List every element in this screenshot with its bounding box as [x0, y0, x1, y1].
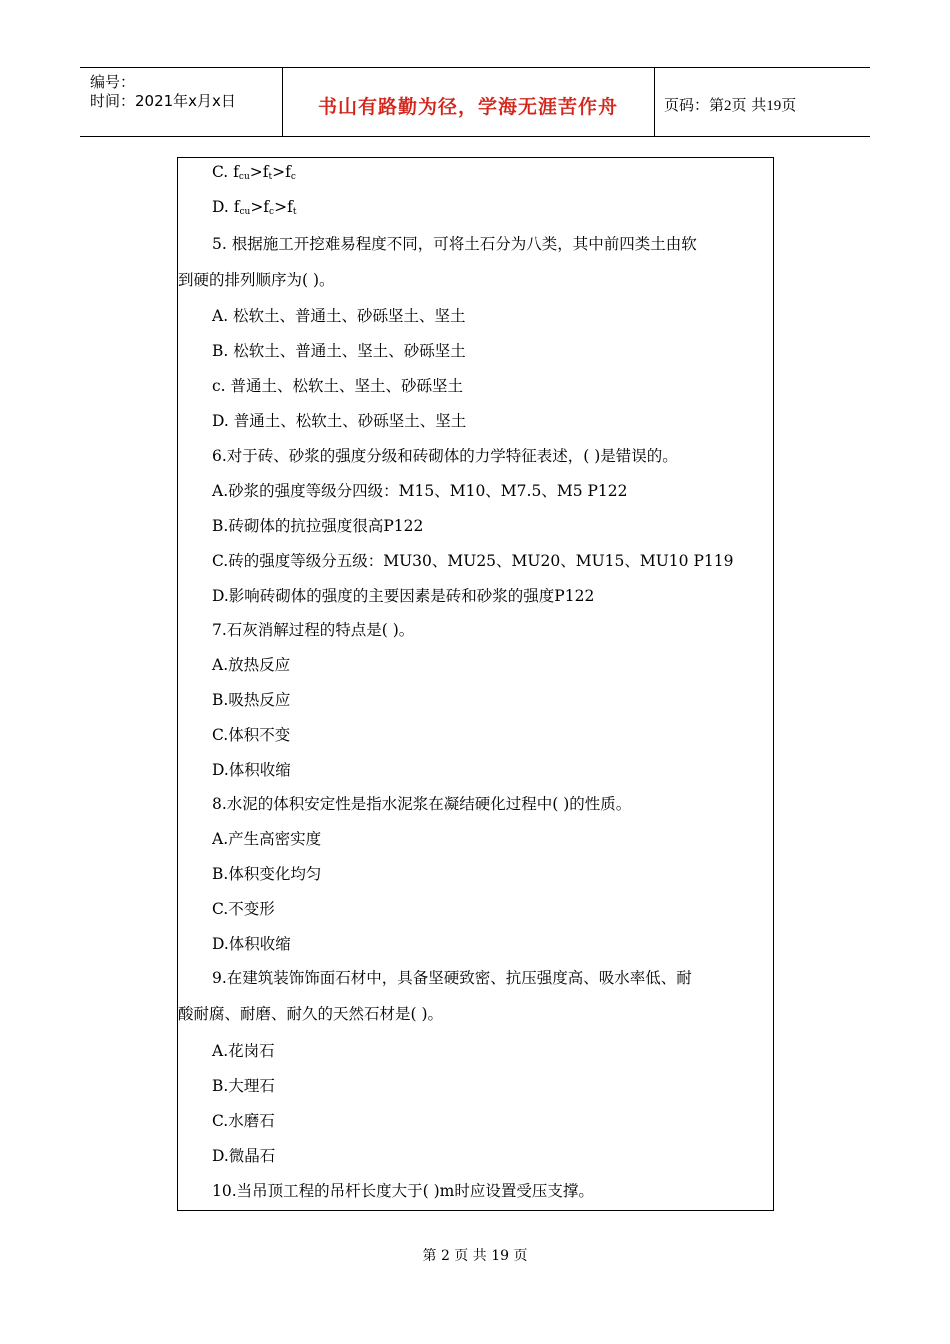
- page-current: 2: [724, 98, 732, 114]
- header-page-cell: [654, 68, 870, 136]
- q7-option-c: C.体积不变: [212, 726, 291, 744]
- q5-option-d: D. 普通土、松软土、砂砾坚土、坚土: [212, 412, 467, 430]
- q7-option-d: D.体积收缩: [212, 761, 291, 779]
- q7-option-a: A.放热反应: [212, 656, 291, 674]
- question-8: 8.水泥的体积安定性是指水泥浆在凝结硬化过程中( )的性质。: [212, 795, 632, 813]
- question-5: 5. 根据施工开挖难易程度不同，可将土石分为八类，其中前四类土由软: [212, 235, 697, 253]
- question-10: 10.当吊顶工程的吊杆长度大于( )m时应设置受压支撑。: [212, 1182, 594, 1200]
- header-motto-cell: [282, 68, 655, 136]
- q5-option-b: B. 松软土、普通土、坚土、砂砾坚土: [212, 342, 466, 360]
- q6-option-d: D.影响砖砌体的强度的主要因素是砖和砂浆的强度P122: [212, 587, 595, 605]
- question-5-cont: 到硬的排列顺序为( )。: [178, 271, 335, 289]
- page-footer: 第 2 页 共 19 页: [422, 1248, 528, 1264]
- option-c-formula: C. $f_{cu}>f_t>f_c$: [212, 163, 296, 182]
- page-total: 19: [766, 98, 782, 114]
- option-d-formula: D. $f_{cu}>f_c>f_t$: [212, 198, 297, 217]
- q6-option-c: C.砖的强度等级分五级：MU30、MU25、MU20、MU15、MU10 P119: [212, 552, 734, 570]
- page-header: [80, 67, 870, 137]
- q6-option-b: B.砖砌体的抗拉强度很高P122: [212, 517, 424, 535]
- page-suffix: 页: [781, 96, 797, 114]
- q8-option-c: C.不变形: [212, 900, 275, 918]
- question-6: 6.对于砖、砂浆的强度分级和砖砌体的力学特征表述，( )是错误的。: [212, 447, 678, 465]
- question-9: 9.在建筑装饰饰面石材中，具备坚硬致密、抗压强度高、吸水率低、耐: [212, 969, 692, 987]
- q6-option-a: A.砂浆的强度等级分四级：M15、M10、M7.5、M5 P122: [212, 482, 628, 500]
- q9-option-a: A.花岗石: [212, 1042, 275, 1060]
- q5-option-c: c. 普通土、松软土、坚土、砂砾坚土: [212, 377, 464, 395]
- q7-option-b: B.吸热反应: [212, 691, 291, 709]
- date-label: 时间：2021年x月x日: [90, 92, 236, 110]
- q8-option-b: B.体积变化均匀: [212, 865, 322, 883]
- q8-option-a: A.产生高密实度: [212, 830, 322, 848]
- q9-option-b: B.大理石: [212, 1077, 275, 1095]
- motto: 书山有路勤为径，学海无涯苦作舟: [317, 96, 618, 118]
- code-label: 编号：: [90, 73, 136, 91]
- header-meta: [80, 68, 283, 136]
- question-7: 7.石灰消解过程的特点是( )。: [212, 621, 415, 639]
- question-9-cont: 酸耐腐、耐磨、耐久的天然石材是( )。: [178, 1005, 444, 1023]
- question-box: [177, 157, 774, 1211]
- q9-option-d: D.微晶石: [212, 1147, 276, 1165]
- page-info: [664, 94, 796, 115]
- q9-option-c: C.水磨石: [212, 1112, 275, 1130]
- q8-option-d: D.体积收缩: [212, 935, 291, 953]
- q5-option-a: A. 松软土、普通土、砂砾坚土、坚土: [212, 307, 466, 325]
- page-prefix: 页码：第: [664, 96, 725, 114]
- page-mid: 页 共: [731, 96, 767, 114]
